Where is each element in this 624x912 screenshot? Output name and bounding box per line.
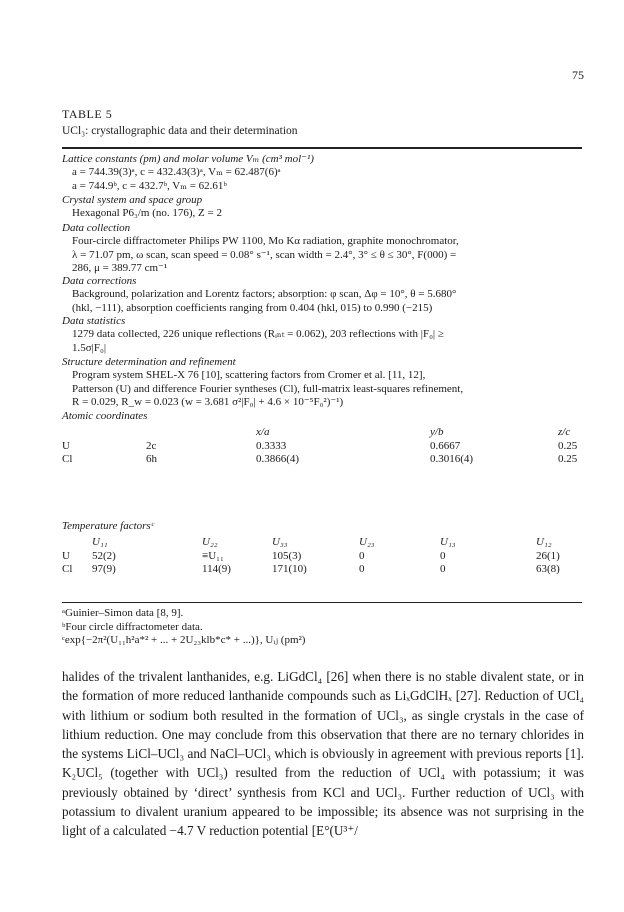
coord-site: 2c [146, 439, 157, 452]
lattice-heading: Lattice constants (pm) and molar volume Vₘ (cm³ mol⁻¹) [62, 153, 314, 165]
data-collection-line: λ = 71.07 pm, ω scan, scan speed = 0.08° s⁻¹, scan width = 2.4°, 3° ≤ θ ≤ 30°, F(000) = [72, 248, 457, 261]
data-corrections-heading: Data corrections [62, 275, 137, 287]
temp-value: 97(9) [92, 563, 116, 576]
table-bottom-rule [62, 602, 582, 603]
coordinates-row [62, 440, 582, 454]
data-collection-line: 286, μ = 389.77 cm⁻¹ [72, 261, 168, 274]
crystal-system-line: Hexagonal P6₃/m (no. 176), Z = 2 [72, 207, 222, 220]
temp-value: 52(2) [92, 549, 116, 562]
temp-value: 171(10) [272, 563, 307, 576]
structure-line: R = 0.029, R_w = 0.023 (w = 3.681 σ²|F₀| + 4.6 × 10⁻⁵F₀²)⁻¹) [72, 395, 344, 408]
coord-x: 0.3866(4) [256, 453, 300, 466]
data-corrections-line: (hkl, −111), absorption coefficients ranging from 0.404 (hkl, 015) to 0.990 (−215) [72, 301, 433, 314]
temp-atom: Cl [62, 563, 73, 576]
temp-value: 0 [359, 563, 365, 576]
coord-y: 0.6667 [430, 439, 461, 452]
temp-value: 114(9) [202, 563, 231, 576]
atomic-coordinates-section [62, 410, 582, 467]
coord-z: 0.25 [558, 439, 578, 452]
body-paragraph: halides of the trivalent lanthanides, e.g. LiGdCl₄ [26] when there is no stable divalent state, or in the formation of more reduced lanthanide compounds such as LiₓGdClHₓ [27]. Reduction of UCl₄ with lithium or sodium both resulted in the formation of UCl₃, as single crystals in the case of lithium reduction. One may conclude from this observation that there are no ternary chlorides in the systems LiCl–UCl₃ and NaCl–UCl₃ which is obviously in agreement with previous reports [1]. K₂UCl₅ (together with UCl₃) resulted from the reduction of UCl₄ with potassium; it was previously obtained by ‘direct’ synthesis from KCl and UCl₃. Further reduction of UCl₃ with potassium to divalent uranium appeared to be impossible; its absence was not surprising in the light of a calculated −4.7 V reduction potential [E°(U³⁺/ [62, 669, 584, 839]
coord-y: 0.3016(4) [430, 453, 474, 466]
structure-heading: Structure determination and refinement [62, 356, 236, 368]
data-collection-section [62, 222, 582, 275]
lattice-line: a = 744.9ᵇ, c = 432.7ᵇ, Vₘ = 62.61ᵇ [72, 179, 227, 192]
data-statistics-heading: Data statistics [62, 315, 126, 327]
coord-header-z: z/c [558, 426, 571, 439]
coord-atom: U [62, 439, 70, 452]
footnote: ᶜexp{−2π²(U₁₁h²a*² + ... + 2U₂₃klb*c* + ...)}, Uᵢⱼ (pm²) [62, 634, 306, 646]
temperature-factors-section [62, 520, 582, 577]
data-corrections-line: Background, polarization and Lorentz factors; absorption: φ scan, Δφ = 10°, θ = 5.680° [72, 288, 457, 301]
temperature-row [62, 563, 582, 577]
temp-header: U₁₂ [536, 536, 552, 549]
data-collection-line: Four-circle diffractometer Philips PW 1100, Mo Kα radiation, graphite monochromator, [72, 235, 459, 248]
data-corrections-section [62, 275, 582, 315]
temperature-row [62, 550, 582, 564]
temp-header: U₂₃ [359, 536, 375, 549]
coord-atom: Cl [62, 453, 73, 466]
footnote: ᵇFour circle diffractometer data. [62, 620, 203, 633]
data-statistics-line: 1279 data collected, 226 unique reflections (Rᵢₙₜ = 0.062), 203 reflections with |F₀| ≥ [72, 328, 444, 341]
temperature-factors-heading: Temperature factorsᶜ [62, 520, 154, 532]
coord-x: 0.3333 [256, 439, 287, 452]
data-statistics-line: 1.5σ|F₀| [72, 341, 107, 354]
temperature-header-row [62, 536, 582, 550]
temp-header: U₁₃ [440, 536, 456, 549]
page-number: 75 [572, 68, 584, 82]
structure-section [62, 356, 582, 409]
crystal-system-section [62, 194, 582, 221]
atomic-coordinates-heading: Atomic coordinates [62, 410, 148, 422]
table-label: TABLE 5 [62, 107, 113, 121]
temp-value: 0 [359, 549, 365, 562]
temp-value: 63(8) [536, 563, 560, 576]
coordinates-header-row [62, 426, 582, 440]
coordinates-row [62, 453, 582, 467]
footnote: ᵃGuinier–Simon data [8, 9]. [62, 607, 184, 619]
structure-line: Program system SHEL-X 76 [10], scattering factors from Cromer et al. [11, 12], [72, 369, 426, 382]
temp-atom: U [62, 549, 70, 562]
data-collection-heading: Data collection [62, 222, 131, 234]
temp-header: U₂₂ [202, 536, 218, 549]
coord-header-y: y/b [430, 426, 444, 439]
temp-value: 0 [440, 563, 446, 576]
table-caption: UCl₃: crystallographic data and their determination [62, 125, 298, 137]
crystal-system-heading: Crystal system and space group [62, 194, 203, 206]
lattice-line: a = 744.39(3)ᵃ, c = 432.43(3)ᵃ, Vₘ = 62.487(6)ᵃ [72, 166, 281, 179]
temp-value: 26(1) [536, 549, 560, 562]
coord-z: 0.25 [558, 453, 578, 466]
coord-header-x: x/a [256, 426, 270, 439]
structure-line: Patterson (U) and difference Fourier syntheses (Cl), full-matrix least-squares refinement, [72, 382, 464, 395]
table-top-rule [62, 147, 582, 149]
table-footnotes [62, 607, 582, 648]
body-text [62, 667, 584, 841]
coord-site: 6h [146, 453, 157, 466]
temp-value: 105(3) [272, 549, 302, 562]
temp-value: 0 [440, 549, 446, 562]
data-statistics-section [62, 315, 582, 355]
temp-header: U₃₃ [272, 536, 288, 549]
lattice-section [62, 153, 582, 193]
temp-header: U₁₁ [92, 536, 108, 549]
temp-value: ≡U₁₁ [202, 549, 224, 562]
